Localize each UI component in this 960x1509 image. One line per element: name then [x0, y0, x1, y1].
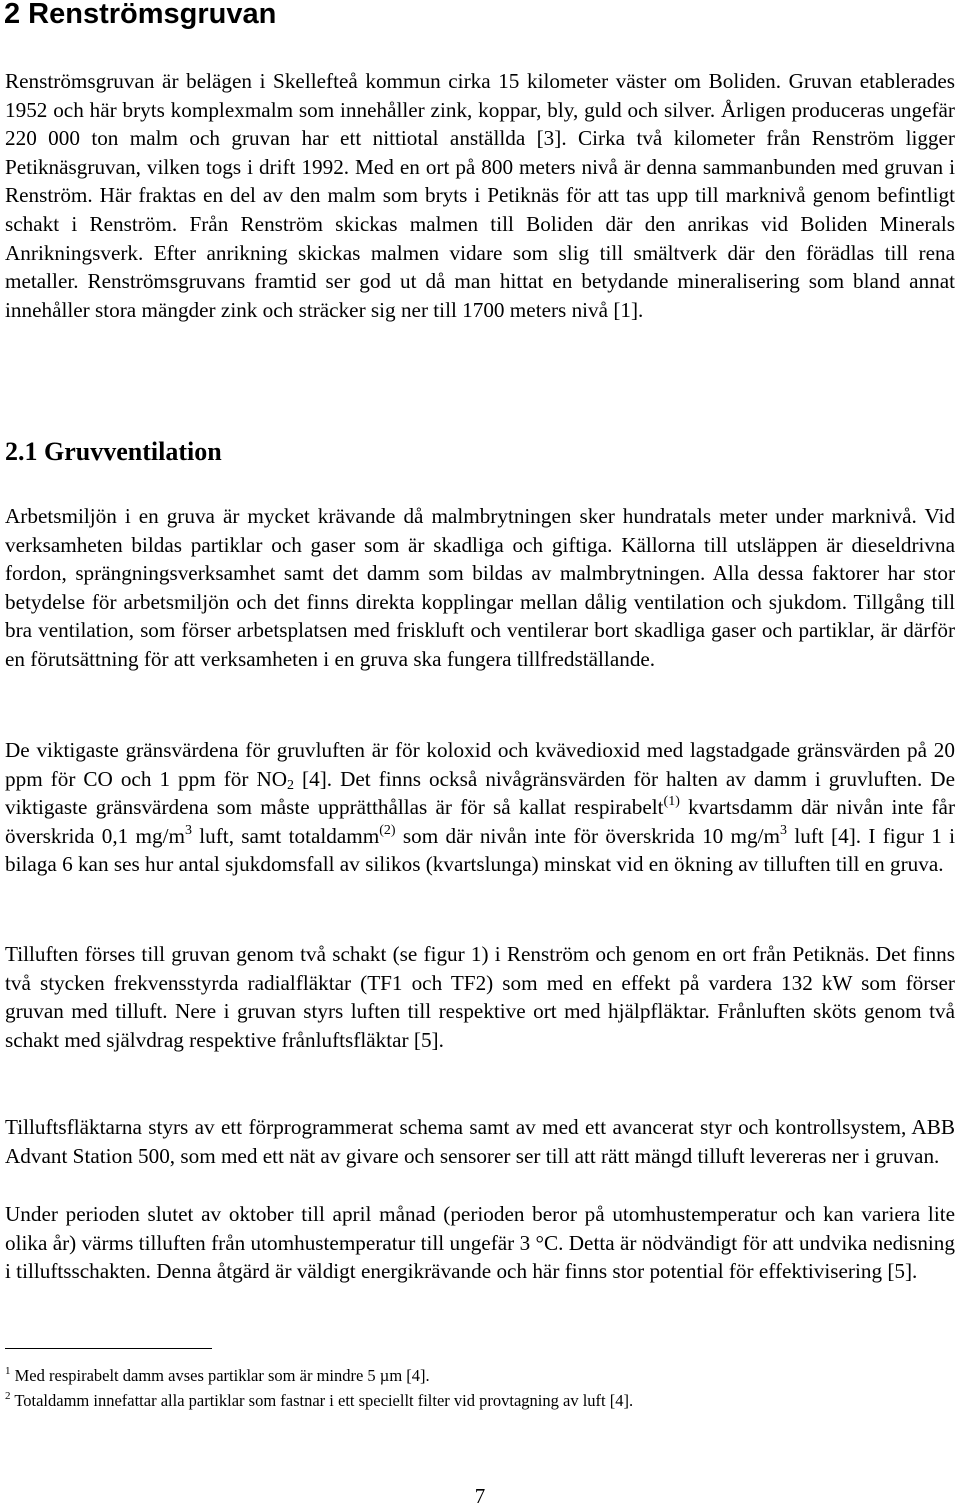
cubic-superscript-b: 3: [780, 822, 788, 838]
limit-text-5: som där nivån inte för överskrida 10 mg/m: [395, 823, 781, 848]
limit-text-1: De viktigaste gränsvärdena för gruvluften är för koloxid och kvävedioxid med lagstadgade gränsvärden på 20 ppm för CO och 1 ppm för NO: [5, 738, 955, 791]
limit-text-2: [4]. Det finns också nivågränsvärden för halten av damm i gruvluften. De viktigaste gränsvärdena som måste upprätthållas är för så kallat respirabelt: [5, 766, 955, 820]
work-environment-paragraph: Arbetsmiljön i en gruva är mycket krävande då malmbrytningen sker hundratals meter under marknivå. Vid verksamheten bildas partiklar och gaser som är skadliga och giftiga. Källorna till utsläppen är dieseldrivna fordon, sprängningsverksamhet samt det damm som bildas av malmbrytningen. Alla dessa faktorer har stor betydelse för arbetsmiljön och det finns direkta kopplingar mellan dålig ventilation och sjukdom. Tillgång till bra ventilation, som förser arbetsplatsen med friskluft och ventilerar bort skadliga gaser och partiklar, är därför en förutsättning för att verksamheten i en gruva ska fungera tillfredställande.: [5, 504, 955, 671]
heating-paragraph: Under perioden slutet av oktober till april månad (perioden beror på utomhustemperatur och kan variera lite olika år) värms tilluften från utomhustemperatur till ungefär 3 °C. Detta är nödvändigt för att undvika nedisning i tilluftsschakten. Denna åtgärd är väldigt energikrävande och här finns stor potential för effektivisering [5].: [5, 1202, 955, 1284]
limit-text-6: luft [4]. I figur 1 i bilaga 6 kan ses hur antal sjukdomsfall av silikos (kvartslunga) minskat vid en ökning av tilluften till en gruva.: [5, 823, 955, 877]
section-heading: 2 Renströmsgruvan: [4, 0, 277, 30]
footnote-1: [5, 1366, 955, 1386]
footnote-divider: [5, 1348, 212, 1349]
supply-air-paragraph: Tilluften förses till gruvan genom två schakt (se figur 1) i Renström och genom en ort från Petiknäs. Det finns två stycken frekvensstyrda radialfläktar (TF1 och TF2) som med en effekt på vardera 132 kW som förser gruvan med tilluft. Nere i gruvan styrs luften till respektive ort med hjälpfläktar. Frånluften sköts genom två schakt med självdrag respektive frånluftsfläktar [5].: [5, 942, 955, 1052]
cubic-superscript-a: 3: [184, 822, 192, 838]
footnote-2-text: Totaldamm innefattar alla partiklar som fastnar i ett speciellt filter vid provtagning av luft [4].: [10, 1391, 634, 1410]
footnote-2: [5, 1391, 955, 1411]
footnote-1-number: 1: [5, 1365, 11, 1377]
limit-text-4: luft, samt totaldamm: [191, 823, 380, 848]
page-number: 7: [474, 1484, 486, 1508]
fan-control-paragraph: Tilluftsfläktarna styrs av ett förprogrammerat schema samt av med ett avancerat styr och kontrollsystem, ABB Advant Station 500, som med ett nät av givare och sensorer ser till att rätt mängd tilluft levereras ner i gruvan.: [5, 1115, 955, 1168]
footnote-ref-1: (1): [663, 794, 680, 810]
intro-paragraph: Renströmsgruvan är belägen i Skellefteå kommun cirka 15 kilometer väster om Boliden. Gruvan etablerades 1952 och här bryts komplexmalm som innehåller zink, koppar, bly, guld och silver. Årligen produceras ungefär 220 000 ton malm och gruvan har ett nittiotal anställda [3]. Cirka två kilometer från Renström ligger Petiknäsgruvan, vilken togs i drift 1992. Med en ort på 800 meters nivå är denna sammanbunden med gruvan i Renström. Här fraktas en del av den malm som bryts i Petiknäs för att tas upp till marknivå genom befintligt schakt i Renström. Från Renström skickas malmen till Boliden där den anrikas vid Boliden Minerals Anrikningsverk. Efter anrikning skickas malmen vidare som slig till smältverk där den förädlas till rena metaller. Renströmsgruvans framtid ser god ut då man hittat en betydande mineralisering som bland annat innehåller stora mängder zink och sträcker sig ner till 1700 meters nivå [1].: [5, 69, 955, 322]
limit-text-3: kvartsdamm där nivån inte får överskrida 0,1 mg/m: [5, 795, 955, 848]
footnote-1-text: Med respirabelt damm avses partiklar som är mindre 5 µm [4].: [10, 1366, 430, 1385]
subsection-heading: 2.1 Gruvventilation: [5, 437, 222, 466]
footnote-2-number: 2: [5, 1390, 11, 1402]
footnote-ref-2: (2): [379, 822, 396, 838]
limit-values-paragraph: [5, 736, 955, 879]
no2-subscript: 2: [287, 777, 295, 793]
